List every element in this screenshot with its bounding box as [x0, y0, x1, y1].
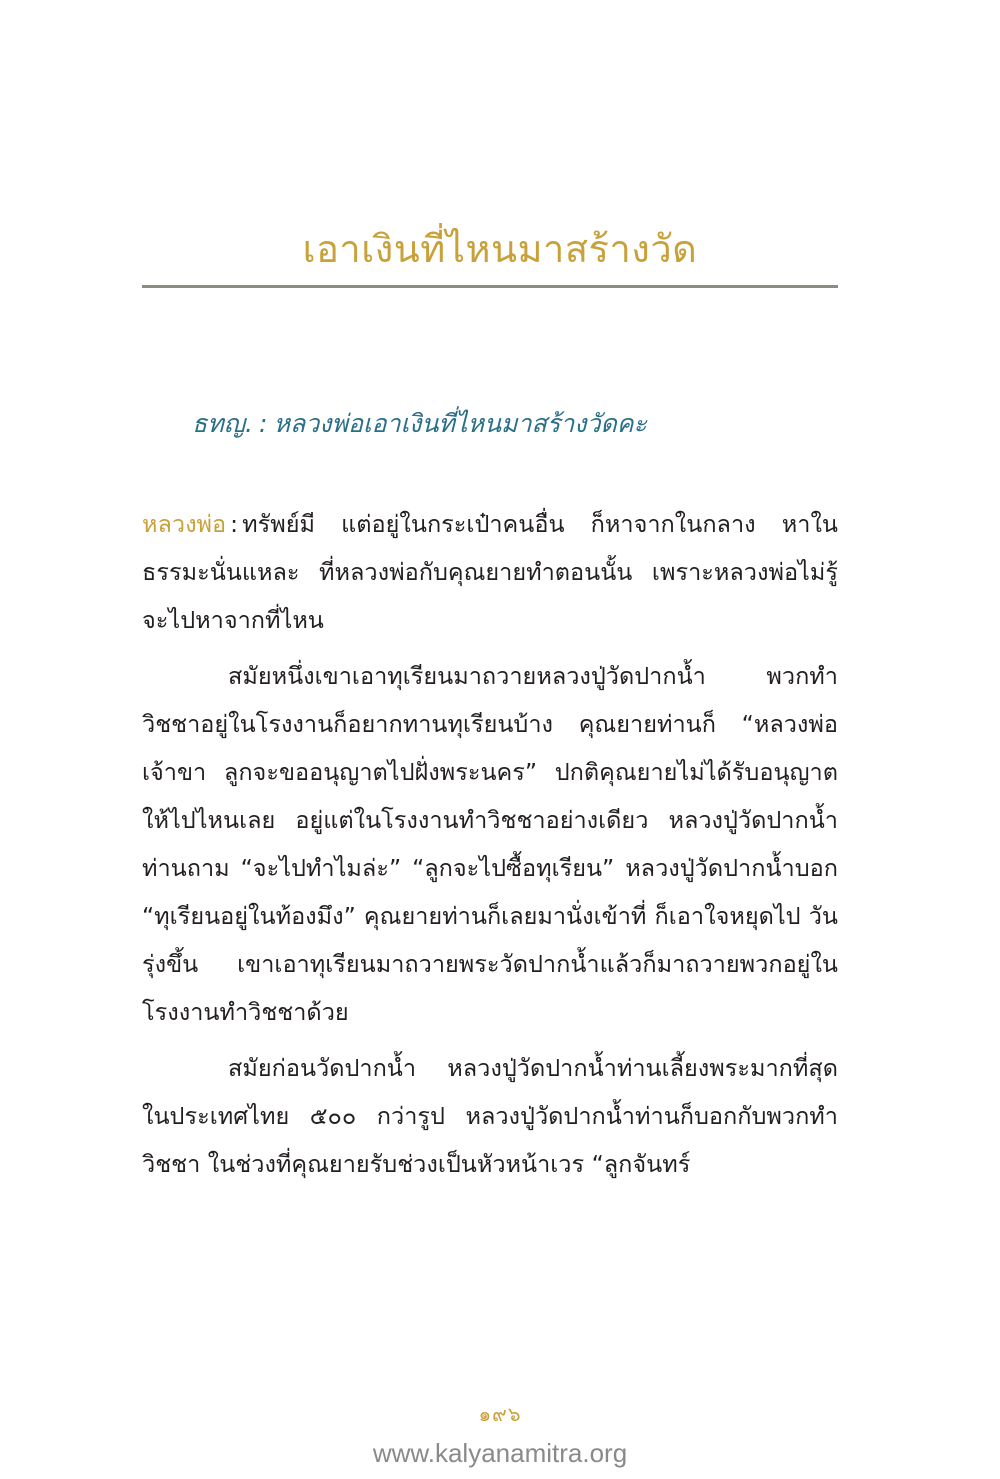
paragraph-text: ทรัพย์มี แต่อยู่ในกระเป๋าคนอื่น ก็หาจากในกลาง หาในธรรมะนั่นแหละ ที่หลวงพ่อกับคุณยายทำตอนนั้น เพราะหลวงพ่อไม่รู้จะไปหาจากที่ไหน	[142, 510, 838, 634]
speaker-label: หลวงพ่อ	[142, 510, 227, 538]
question	[192, 404, 832, 444]
speaker-separator: :	[230, 510, 239, 538]
question-asker: ธทญ.	[192, 409, 253, 438]
page-number: ๑๙๖	[478, 1402, 522, 1426]
page-title: เอาเงินที่ไหนมาสร้างวัด	[302, 227, 698, 271]
question-text: หลวงพ่อเอาเงินที่ไหนมาสร้างวัดคะ	[273, 409, 647, 438]
answer-paragraph-3: สมัยก่อนวัดปากน้ำ หลวงปู่วัดปากน้ำท่านเลี้ยงพระมากที่สุดในประเทศไทย ๕๐๐ กว่ารูป หลวงปู่วัดปากน้ำท่านก็บอกกับพวกทำวิชชา ในช่วงที่คุณยายรับช่วงเป็นหัวหน้าเวร “ลูกจันทร์	[142, 1054, 838, 1178]
answer-paragraph-2: สมัยหนึ่งเขาเอาทุเรียนมาถวายหลวงปู่วัดปากน้ำ พวกทำวิชชาอยู่ในโรงงานก็อยากทานทุเรียนบ้าง คุณยายท่านก็ “หลวงพ่อเจ้าขา ลูกจะขออนุญาตไปฝั่งพระนคร” ปกติคุณยายไม่ได้รับอนุญาตให้ไปไหนเลย อยู่แต่ในโรงงานทำวิชชาอย่างเดียว หลวงปู่วัดปากน้ำท่านถาม “จะไปทำไมล่ะ” “ลูกจะไปซื้อทุเรียน” หลวงปู่วัดปากน้ำบอก “ทุเรียนอยู่ในท้องมึง” คุณยายท่านก็เลยมานั่งเข้าที่ ก็เอาใจหยุดไป วันรุ่งขึ้น เขาเอาทุเรียนมาถวายพระวัดปากน้ำแล้วก็มาถวายพวกอยู่ในโรงงานทำวิชชาด้วย	[142, 662, 838, 1026]
question-separator: :	[259, 409, 268, 438]
footer-url: www.kalyanamitra.org	[372, 1438, 628, 1468]
answer-paragraph-1	[142, 500, 838, 644]
answer-body	[142, 500, 838, 1188]
title-divider	[142, 285, 838, 288]
